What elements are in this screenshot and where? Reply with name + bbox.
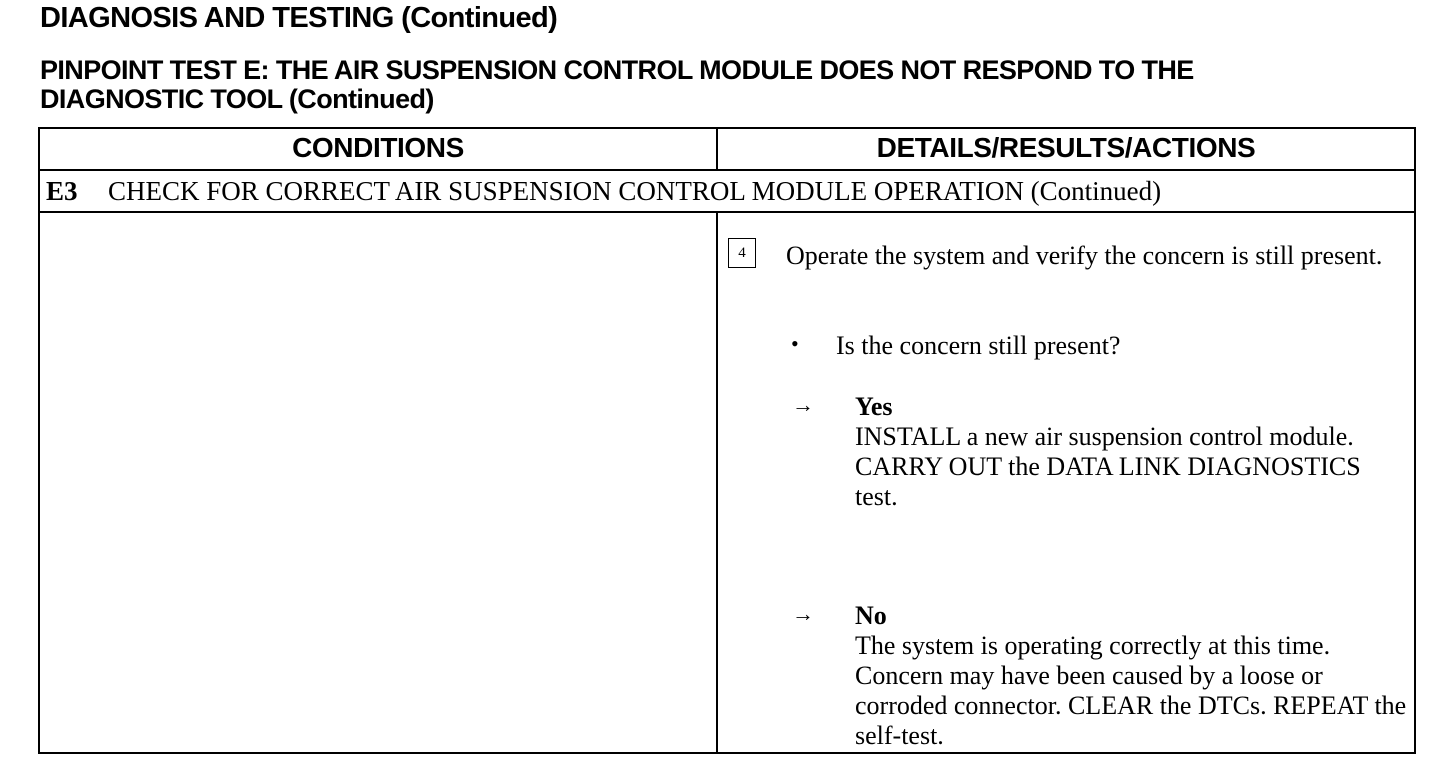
pinpoint-test-table	[38, 127, 1416, 754]
pinpoint-test-title-line-2: DIAGNOSTIC TOOL (Continued)	[40, 84, 434, 114]
step-title: CHECK FOR CORRECT AIR SUSPENSION CONTROL MODULE OPERATION (Continued)	[108, 176, 1162, 206]
step-instruction: Operate the system and verify the concern is still present.	[786, 241, 1383, 270]
body-column-divider	[716, 211, 718, 752]
column-header-details: DETAILS/RESULTS/ACTIONS	[876, 132, 1256, 163]
bullet-icon: •	[791, 331, 799, 356]
yes-answer	[855, 392, 1375, 512]
yes-action: INSTALL a new air suspension control module. CARRY OUT the DATA LINK DIAGNOSTICS test.	[855, 422, 1361, 511]
no-label: No	[855, 601, 887, 630]
page-title: DIAGNOSIS AND TESTING (Continued)	[40, 2, 558, 34]
pinpoint-test-title-line-1: PINPOINT TEST E: THE AIR SUSPENSION CONTROL MODULE DOES NOT RESPOND TO THE	[40, 55, 1194, 85]
step-id: E3	[46, 176, 78, 206]
step-question: Is the concern still present?	[836, 331, 1121, 360]
conditions-cell	[40, 213, 716, 752]
pinpoint-test-title	[40, 56, 1194, 114]
no-arrow-icon: →	[792, 601, 814, 626]
header-row-divider	[40, 169, 1414, 171]
column-header-conditions: CONDITIONS	[292, 132, 464, 163]
no-action: The system is operating correctly at this time. Concern may have been caused by a loose or corroded connector. CLEAR the DTCs. REPEAT the self-test.	[855, 631, 1407, 750]
yes-arrow-icon: →	[792, 392, 814, 417]
step-number-box: 4	[728, 238, 756, 268]
step-row	[46, 176, 1161, 207]
yes-label: Yes	[855, 392, 893, 421]
no-answer	[855, 601, 1415, 751]
